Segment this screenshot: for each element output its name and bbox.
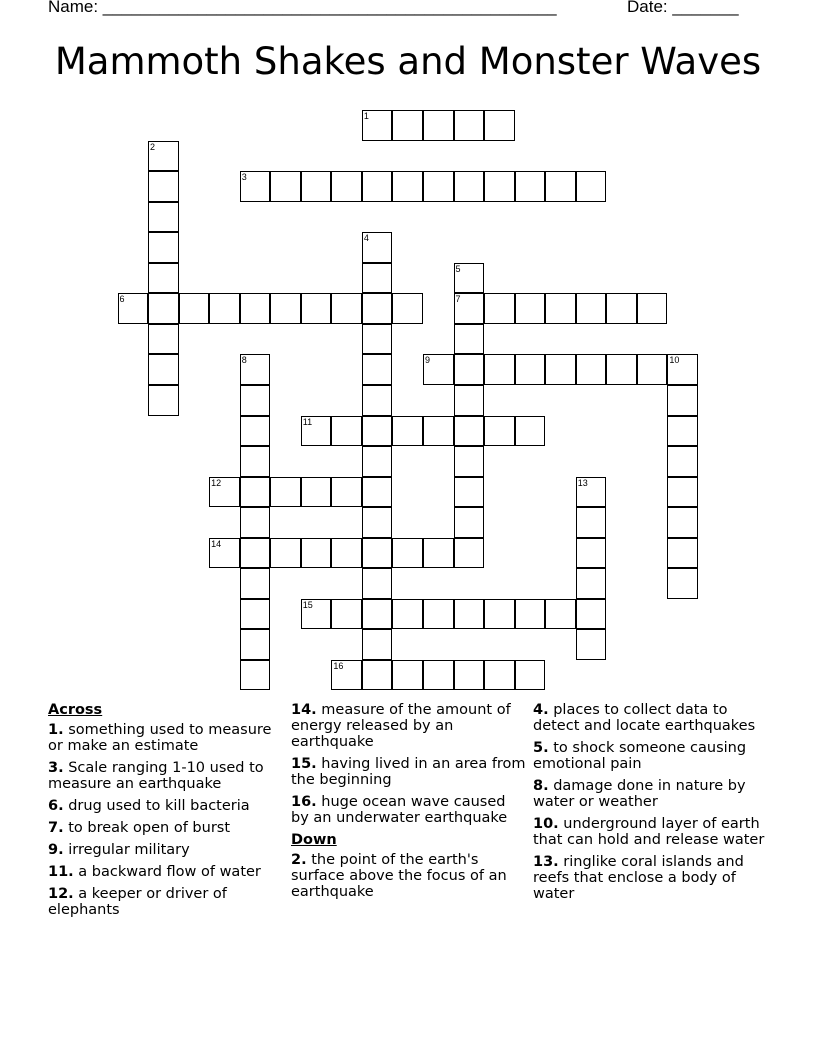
- clue-down-5: [533, 740, 773, 772]
- grid-cell[interactable]: [331, 538, 362, 569]
- grid-cell[interactable]: [301, 538, 332, 569]
- grid-cell[interactable]: [667, 385, 698, 416]
- grid-cell[interactable]: [515, 599, 546, 630]
- grid-cell[interactable]: [454, 416, 485, 447]
- clue-across-11: [48, 864, 284, 880]
- grid-cell[interactable]: [362, 477, 393, 508]
- grid-cell[interactable]: [301, 293, 332, 324]
- grid-cell[interactable]: [667, 538, 698, 569]
- clue-text: a keeper or driver of elephants: [48, 886, 227, 918]
- grid-cell[interactable]: [637, 293, 668, 324]
- clues-column-2: [291, 702, 527, 906]
- grid-cell[interactable]: [240, 477, 271, 508]
- clue-number: 15.: [291, 756, 317, 772]
- grid-cell[interactable]: [454, 324, 485, 355]
- grid-cell[interactable]: [362, 568, 393, 599]
- cell-number: 11: [302, 416, 313, 427]
- grid-cell[interactable]: [362, 446, 393, 477]
- across-heading: Across: [48, 702, 103, 718]
- clue-text: irregular military: [68, 842, 190, 858]
- grid-cell[interactable]: [576, 354, 607, 385]
- grid-cell[interactable]: [362, 293, 393, 324]
- clue-number: 1.: [48, 722, 64, 738]
- grid-cell[interactable]: [148, 385, 179, 416]
- clue-across-7: [48, 820, 284, 836]
- grid-cell[interactable]: [362, 538, 393, 569]
- clue-number: 6.: [48, 798, 64, 814]
- clue-text: huge ocean wave caused by an underwater earthquake: [291, 794, 508, 826]
- grid-cell[interactable]: [331, 660, 362, 691]
- clue-number: 14.: [291, 702, 317, 718]
- grid-cell[interactable]: [484, 171, 515, 202]
- clue-number: 9.: [48, 842, 64, 858]
- grid-cell[interactable]: [576, 629, 607, 660]
- clue-across-12: [48, 886, 284, 918]
- clue-text: measure of the amount of energy released by an earthquake: [291, 702, 511, 750]
- grid-cell[interactable]: [454, 477, 485, 508]
- clue-text: damage done in nature by water or weather: [533, 778, 746, 810]
- grid-cell[interactable]: [240, 354, 271, 385]
- clue-text: to break open of burst: [68, 820, 231, 836]
- grid-cell[interactable]: [606, 354, 637, 385]
- grid-cell[interactable]: [454, 110, 485, 141]
- grid-cell[interactable]: [484, 293, 515, 324]
- grid-cell[interactable]: [454, 599, 485, 630]
- grid-cell[interactable]: [392, 416, 423, 447]
- grid-cell[interactable]: [423, 171, 454, 202]
- cell-number: 6: [119, 294, 125, 305]
- grid-cell[interactable]: [576, 477, 607, 508]
- puzzle-title: Mammoth Shakes and Monster Waves: [54, 40, 762, 83]
- grid-cell[interactable]: [545, 293, 576, 324]
- grid-cell[interactable]: [576, 293, 607, 324]
- grid-cell[interactable]: [484, 354, 515, 385]
- clue-text: something used to measure or make an estimate: [48, 722, 272, 754]
- grid-cell[interactable]: [576, 538, 607, 569]
- grid-cell[interactable]: [667, 568, 698, 599]
- clue-down-2: [291, 852, 527, 900]
- clue-text: places to collect data to detect and locate earthquakes: [533, 702, 756, 734]
- clues-column-3: [533, 702, 773, 908]
- grid-cell[interactable]: [331, 293, 362, 324]
- cell-number: 4: [363, 233, 369, 244]
- clue-number: 11.: [48, 864, 74, 880]
- cell-number: 13: [577, 477, 588, 488]
- grid-cell[interactable]: [454, 660, 485, 691]
- cell-number: 5: [455, 263, 461, 274]
- grid-cell[interactable]: [148, 263, 179, 294]
- cell-number: 12: [211, 477, 222, 488]
- grid-cell[interactable]: [362, 416, 393, 447]
- cell-number: 7: [455, 294, 461, 305]
- grid-cell[interactable]: [423, 538, 454, 569]
- grid-cell[interactable]: [240, 446, 271, 477]
- grid-cell[interactable]: [545, 599, 576, 630]
- grid-cell[interactable]: [240, 171, 271, 202]
- grid-cell[interactable]: [301, 171, 332, 202]
- grid-cell[interactable]: [515, 171, 546, 202]
- clue-number: 13.: [533, 854, 559, 870]
- grid-cell[interactable]: [576, 171, 607, 202]
- clue-text: Scale ranging 1-10 used to measure an earthquake: [48, 760, 264, 792]
- clue-number: 16.: [291, 794, 317, 810]
- grid-cell[interactable]: [209, 293, 240, 324]
- grid-cell[interactable]: [392, 599, 423, 630]
- clue-number: 3.: [48, 760, 64, 776]
- grid-cell[interactable]: [240, 293, 271, 324]
- grid-cell[interactable]: [270, 538, 301, 569]
- grid-cell[interactable]: [148, 354, 179, 385]
- grid-cell[interactable]: [545, 354, 576, 385]
- clue-number: 7.: [48, 820, 64, 836]
- cell-number: 2: [150, 141, 156, 152]
- grid-cell[interactable]: [240, 599, 271, 630]
- grid-cell[interactable]: [301, 416, 332, 447]
- clue-text: having lived in an area from the beginning: [291, 756, 526, 788]
- grid-cell[interactable]: [362, 171, 393, 202]
- grid-cell[interactable]: [240, 507, 271, 538]
- down-heading: Down: [291, 832, 337, 848]
- clue-text: underground layer of earth that can hold and release water: [533, 816, 765, 848]
- grid-cell[interactable]: [515, 416, 546, 447]
- cell-number: 14: [211, 538, 222, 549]
- grid-cell[interactable]: [331, 599, 362, 630]
- grid-cell[interactable]: [362, 324, 393, 355]
- grid-cell[interactable]: [667, 507, 698, 538]
- grid-cell[interactable]: [270, 477, 301, 508]
- grid-cell[interactable]: [148, 324, 179, 355]
- clue-number: 2.: [291, 852, 307, 868]
- clue-across-15: [291, 756, 527, 788]
- grid-cell[interactable]: [148, 141, 179, 172]
- grid-cell[interactable]: [545, 171, 576, 202]
- grid-cell[interactable]: [454, 446, 485, 477]
- grid-cell[interactable]: [423, 354, 454, 385]
- grid-cell[interactable]: [515, 354, 546, 385]
- grid-cell[interactable]: [454, 354, 485, 385]
- grid-cell[interactable]: [118, 293, 149, 324]
- grid-cell[interactable]: [331, 416, 362, 447]
- clue-number: 12.: [48, 886, 74, 902]
- cell-number: 1: [363, 111, 369, 121]
- date-field-label: Date: _______: [627, 0, 739, 16]
- grid-cell[interactable]: [209, 477, 240, 508]
- grid-cell[interactable]: [179, 293, 210, 324]
- grid-cell[interactable]: [362, 385, 393, 416]
- grid-cell[interactable]: [423, 660, 454, 691]
- grid-cell[interactable]: [331, 477, 362, 508]
- name-field-label: Name: ________________________________________________: [48, 0, 557, 16]
- cell-number: 3: [241, 172, 247, 183]
- grid-cell[interactable]: [392, 660, 423, 691]
- grid-cell[interactable]: [240, 629, 271, 660]
- clue-number: 5.: [533, 740, 549, 756]
- grid-cell[interactable]: [576, 568, 607, 599]
- grid-cell[interactable]: [301, 599, 332, 630]
- clue-text: to shock someone causing emotional pain: [533, 740, 747, 772]
- grid-cell[interactable]: [454, 507, 485, 538]
- grid-cell[interactable]: [667, 354, 698, 385]
- cell-number: 10: [669, 355, 680, 366]
- clue-text: ringlike coral islands and reefs that enclose a body of water: [533, 854, 744, 902]
- grid-cell[interactable]: [362, 507, 393, 538]
- clue-down-10: [533, 816, 773, 848]
- grid-cell[interactable]: [454, 263, 485, 294]
- grid-cell[interactable]: [392, 171, 423, 202]
- clue-down-8: [533, 778, 773, 810]
- grid-cell[interactable]: [392, 538, 423, 569]
- grid-cell[interactable]: [423, 599, 454, 630]
- grid-cell[interactable]: [240, 416, 271, 447]
- clue-text: a backward flow of water: [78, 864, 261, 880]
- grid-cell[interactable]: [484, 660, 515, 691]
- grid-cell[interactable]: [148, 202, 179, 233]
- grid-cell[interactable]: [362, 660, 393, 691]
- grid-cell[interactable]: [667, 446, 698, 477]
- grid-cell[interactable]: [362, 232, 393, 263]
- grid-cell[interactable]: [667, 477, 698, 508]
- clue-across-9: [48, 842, 284, 858]
- grid-cell[interactable]: [637, 354, 668, 385]
- grid-cell[interactable]: [362, 599, 393, 630]
- cell-number: 8: [241, 355, 247, 366]
- clues-column-1: [48, 702, 284, 924]
- grid-cell[interactable]: [362, 263, 393, 294]
- grid-cell[interactable]: [454, 538, 485, 569]
- grid-cell[interactable]: [362, 354, 393, 385]
- grid-cell[interactable]: [423, 110, 454, 141]
- grid-cell[interactable]: [148, 232, 179, 263]
- clue-down-13: [533, 854, 773, 902]
- grid-cell[interactable]: [576, 599, 607, 630]
- clue-number: 8.: [533, 778, 549, 794]
- clue-across-14: [291, 702, 527, 750]
- clue-number: 4.: [533, 702, 549, 718]
- grid-cell[interactable]: [392, 110, 423, 141]
- grid-cell[interactable]: [515, 293, 546, 324]
- clue-across-3: [48, 760, 284, 792]
- grid-cell[interactable]: [148, 293, 179, 324]
- grid-cell[interactable]: [331, 171, 362, 202]
- grid-cell[interactable]: [209, 538, 240, 569]
- grid-cell[interactable]: [362, 110, 393, 141]
- grid-cell[interactable]: [301, 477, 332, 508]
- grid-cell[interactable]: [484, 110, 515, 141]
- grid-cell[interactable]: [240, 538, 271, 569]
- clue-across-1: [48, 722, 284, 754]
- grid-cell[interactable]: [667, 416, 698, 447]
- clue-text: the point of the earth's surface above the focus of an earthquake: [291, 852, 507, 900]
- grid-cell[interactable]: [484, 599, 515, 630]
- clue-number: 10.: [533, 816, 559, 832]
- grid-cell[interactable]: [454, 385, 485, 416]
- cell-number: 15: [302, 599, 313, 610]
- grid-cell[interactable]: [270, 171, 301, 202]
- grid-cell[interactable]: [240, 385, 271, 416]
- grid-cell[interactable]: [484, 416, 515, 447]
- grid-cell[interactable]: [240, 660, 271, 691]
- grid-cell[interactable]: [270, 293, 301, 324]
- grid-cell[interactable]: [392, 293, 423, 324]
- cell-number: 9: [425, 355, 431, 366]
- grid-cell[interactable]: [606, 293, 637, 324]
- grid-cell[interactable]: [148, 171, 179, 202]
- grid-cell[interactable]: [515, 660, 546, 691]
- grid-cell[interactable]: [454, 171, 485, 202]
- grid-cell[interactable]: [240, 568, 271, 599]
- clue-across-6: [48, 798, 284, 814]
- clue-across-16: [291, 794, 527, 826]
- grid-cell[interactable]: [362, 629, 393, 660]
- grid-cell[interactable]: [423, 416, 454, 447]
- grid-cell[interactable]: [576, 507, 607, 538]
- grid-cell[interactable]: [454, 293, 485, 324]
- clue-text: drug used to kill bacteria: [68, 798, 250, 814]
- cell-number: 16: [333, 660, 344, 671]
- clue-down-4: [533, 702, 773, 734]
